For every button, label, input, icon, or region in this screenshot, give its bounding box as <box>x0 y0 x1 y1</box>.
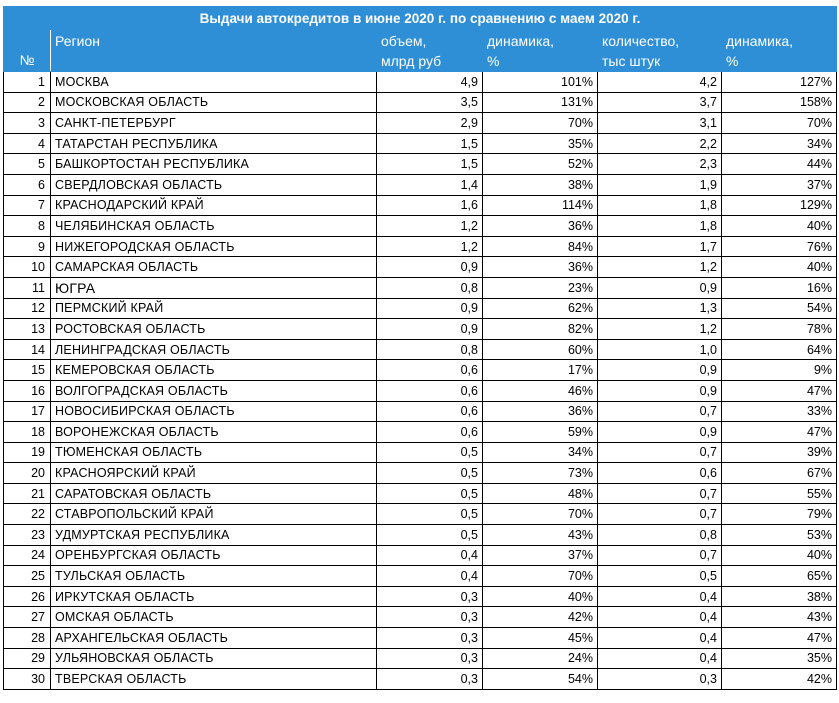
cell-volume: 1,4 <box>377 174 483 195</box>
cell-region: САМАРСКАЯ ОБЛАСТЬ <box>51 257 377 278</box>
cell-region: ЛЕНИНГРАДСКАЯ ОБЛАСТЬ <box>51 339 377 360</box>
cell-dyn-volume: 36% <box>483 216 598 237</box>
cell-volume: 1,2 <box>377 236 483 257</box>
header-region-label: Регион <box>55 33 100 49</box>
cell-dyn-count: 158% <box>722 92 837 113</box>
cell-no: 12 <box>4 298 51 319</box>
cell-dyn-volume: 62% <box>483 298 598 319</box>
cell-count: 0,9 <box>598 360 722 381</box>
cell-dyn-count: 16% <box>722 277 837 298</box>
cell-region: СВЕРДЛОВСКАЯ ОБЛАСТЬ <box>51 174 377 195</box>
cell-dyn-volume: 73% <box>483 463 598 484</box>
cell-no: 29 <box>4 648 51 669</box>
cell-region: КРАСНОЯРСКИЙ КРАЙ <box>51 463 377 484</box>
cell-dyn-count: 53% <box>722 525 837 546</box>
cell-count: 1,2 <box>598 257 722 278</box>
cell-count: 1,9 <box>598 174 722 195</box>
table-row <box>4 463 837 484</box>
cell-volume: 0,5 <box>377 483 483 504</box>
cell-no: 2 <box>4 92 51 113</box>
table-row <box>4 339 837 360</box>
table-row <box>4 442 837 463</box>
table-body <box>4 72 837 690</box>
header-dyn-volume-line1: динамика, <box>487 33 555 49</box>
cell-dyn-volume: 36% <box>483 401 598 422</box>
cell-dyn-volume: 70% <box>483 566 598 587</box>
cell-volume: 0,9 <box>377 319 483 340</box>
cell-count: 0,4 <box>598 586 722 607</box>
table-row <box>4 72 837 93</box>
cell-no: 22 <box>4 504 51 525</box>
cell-dyn-volume: 114% <box>483 195 598 216</box>
cell-volume: 3,5 <box>377 92 483 113</box>
cell-region: НИЖЕГОРОДСКАЯ ОБЛАСТЬ <box>51 236 377 257</box>
table-row <box>4 648 837 669</box>
cell-region: РОСТОВСКАЯ ОБЛАСТЬ <box>51 319 377 340</box>
cell-no: 21 <box>4 483 51 504</box>
table-row <box>4 504 837 525</box>
cell-count: 0,4 <box>598 648 722 669</box>
header-volume-line2: млрд руб <box>381 53 442 69</box>
cell-count: 1,2 <box>598 319 722 340</box>
table-row <box>4 380 837 401</box>
cell-dyn-count: 40% <box>722 545 837 566</box>
cell-volume: 1,5 <box>377 154 483 175</box>
cell-dyn-count: 44% <box>722 154 837 175</box>
cell-dyn-volume: 82% <box>483 319 598 340</box>
cell-volume: 0,4 <box>377 545 483 566</box>
table-row <box>4 195 837 216</box>
table-row <box>4 236 837 257</box>
table-row <box>4 133 837 154</box>
cell-dyn-volume: 37% <box>483 545 598 566</box>
table-row <box>4 483 837 504</box>
cell-dyn-count: 47% <box>722 422 837 443</box>
cell-dyn-count: 78% <box>722 319 837 340</box>
cell-no: 4 <box>4 133 51 154</box>
cell-volume: 0,9 <box>377 298 483 319</box>
cell-volume: 0,3 <box>377 586 483 607</box>
cell-region: УЛЬЯНОВСКАЯ ОБЛАСТЬ <box>51 648 377 669</box>
cell-no: 28 <box>4 628 51 649</box>
cell-dyn-count: 40% <box>722 257 837 278</box>
cell-dyn-count: 34% <box>722 133 837 154</box>
cell-region: ЮГРА <box>51 277 377 298</box>
cell-dyn-count: 64% <box>722 339 837 360</box>
cell-volume: 0,5 <box>377 525 483 546</box>
table-row <box>4 298 837 319</box>
table-title: Выдачи автокредитов в июне 2020 г. по сравнению с маем 2020 г. <box>4 7 837 30</box>
cell-count: 0,9 <box>598 277 722 298</box>
cell-region: БАШКОРТОСТАН РЕСПУБЛИКА <box>51 154 377 175</box>
cell-volume: 0,3 <box>377 648 483 669</box>
cell-region: ЧЕЛЯБИНСКАЯ ОБЛАСТЬ <box>51 216 377 237</box>
cell-count: 3,7 <box>598 92 722 113</box>
cell-no: 24 <box>4 545 51 566</box>
cell-volume: 0,8 <box>377 277 483 298</box>
cell-volume: 0,3 <box>377 607 483 628</box>
cell-dyn-volume: 59% <box>483 422 598 443</box>
cell-dyn-volume: 36% <box>483 257 598 278</box>
header-volume-line1: объем, <box>381 33 427 49</box>
cell-no: 26 <box>4 586 51 607</box>
table-row <box>4 607 837 628</box>
table-row <box>4 566 837 587</box>
cell-no: 11 <box>4 277 51 298</box>
cell-dyn-volume: 70% <box>483 504 598 525</box>
cell-dyn-count: 55% <box>722 483 837 504</box>
cell-no: 19 <box>4 442 51 463</box>
cell-region: УДМУРТСКАЯ РЕСПУБЛИКА <box>51 525 377 546</box>
cell-dyn-volume: 35% <box>483 133 598 154</box>
cell-dyn-count: 76% <box>722 236 837 257</box>
autoloans-table <box>3 6 837 690</box>
cell-dyn-volume: 24% <box>483 648 598 669</box>
cell-volume: 0,5 <box>377 504 483 525</box>
cell-dyn-count: 43% <box>722 607 837 628</box>
cell-dyn-volume: 101% <box>483 72 598 93</box>
cell-count: 1,8 <box>598 216 722 237</box>
cell-no: 20 <box>4 463 51 484</box>
cell-dyn-volume: 60% <box>483 339 598 360</box>
cell-dyn-volume: 52% <box>483 154 598 175</box>
cell-no: 5 <box>4 154 51 175</box>
header-count-line2: тыс штук <box>602 53 661 69</box>
cell-count: 2,2 <box>598 133 722 154</box>
cell-dyn-volume: 48% <box>483 483 598 504</box>
cell-count: 1,3 <box>598 298 722 319</box>
cell-no: 8 <box>4 216 51 237</box>
table-row <box>4 174 837 195</box>
cell-dyn-count: 47% <box>722 380 837 401</box>
cell-dyn-volume: 42% <box>483 607 598 628</box>
cell-no: 30 <box>4 669 51 690</box>
cell-dyn-volume: 46% <box>483 380 598 401</box>
cell-volume: 2,9 <box>377 113 483 134</box>
cell-dyn-volume: 38% <box>483 174 598 195</box>
cell-dyn-count: 35% <box>722 648 837 669</box>
header-count <box>598 30 722 72</box>
header-volume <box>377 30 483 72</box>
cell-count: 0,5 <box>598 566 722 587</box>
cell-dyn-count: 39% <box>722 442 837 463</box>
table-row <box>4 525 837 546</box>
cell-volume: 0,4 <box>377 566 483 587</box>
cell-region: ВОЛГОГРАДСКАЯ ОБЛАСТЬ <box>51 380 377 401</box>
cell-no: 15 <box>4 360 51 381</box>
cell-volume: 0,6 <box>377 401 483 422</box>
header-dyn-count <box>722 30 837 72</box>
cell-dyn-count: 129% <box>722 195 837 216</box>
cell-no: 14 <box>4 339 51 360</box>
cell-region: ТАТАРСТАН РЕСПУБЛИКА <box>51 133 377 154</box>
cell-region: ИРКУТСКАЯ ОБЛАСТЬ <box>51 586 377 607</box>
cell-count: 0,4 <box>598 628 722 649</box>
cell-dyn-volume: 34% <box>483 442 598 463</box>
cell-dyn-count: 127% <box>722 72 837 93</box>
header-row <box>4 30 837 72</box>
cell-region: КРАСНОДАРСКИЙ КРАЙ <box>51 195 377 216</box>
cell-volume: 0,6 <box>377 422 483 443</box>
cell-count: 0,7 <box>598 442 722 463</box>
cell-region: КЕМЕРОВСКАЯ ОБЛАСТЬ <box>51 360 377 381</box>
cell-no: 27 <box>4 607 51 628</box>
cell-count: 0,7 <box>598 483 722 504</box>
cell-no: 23 <box>4 525 51 546</box>
cell-volume: 0,6 <box>377 360 483 381</box>
cell-count: 1,0 <box>598 339 722 360</box>
cell-region: МОСКОВСКАЯ ОБЛАСТЬ <box>51 92 377 113</box>
table-row <box>4 319 837 340</box>
cell-dyn-count: 65% <box>722 566 837 587</box>
cell-count: 0,3 <box>598 669 722 690</box>
cell-dyn-count: 67% <box>722 463 837 484</box>
cell-dyn-volume: 23% <box>483 277 598 298</box>
cell-no: 3 <box>4 113 51 134</box>
cell-region: САРАТОВСКАЯ ОБЛАСТЬ <box>51 483 377 504</box>
cell-dyn-volume: 54% <box>483 669 598 690</box>
cell-volume: 0,9 <box>377 257 483 278</box>
header-count-line1: количество, <box>602 33 680 49</box>
cell-count: 0,7 <box>598 545 722 566</box>
cell-count: 2,3 <box>598 154 722 175</box>
cell-region: ТВЕРСКАЯ ОБЛАСТЬ <box>51 669 377 690</box>
cell-region: ТЮМЕНСКАЯ ОБЛАСТЬ <box>51 442 377 463</box>
cell-count: 0,7 <box>598 401 722 422</box>
cell-dyn-count: 9% <box>722 360 837 381</box>
table-row <box>4 92 837 113</box>
cell-count: 3,1 <box>598 113 722 134</box>
cell-region: ОМСКАЯ ОБЛАСТЬ <box>51 607 377 628</box>
cell-no: 6 <box>4 174 51 195</box>
cell-dyn-volume: 40% <box>483 586 598 607</box>
header-dyn-count-line1: динамика, <box>726 33 794 49</box>
cell-dyn-count: 40% <box>722 216 837 237</box>
cell-region: ОРЕНБУРГСКАЯ ОБЛАСТЬ <box>51 545 377 566</box>
cell-volume: 0,8 <box>377 339 483 360</box>
cell-volume: 0,3 <box>377 669 483 690</box>
cell-region: ПЕРМСКИЙ КРАЙ <box>51 298 377 319</box>
header-dyn-volume-line2: % <box>487 53 500 69</box>
table-row <box>4 422 837 443</box>
table-row <box>4 401 837 422</box>
header-region <box>51 30 377 72</box>
cell-region: САНКТ-ПЕТЕРБУРГ <box>51 113 377 134</box>
cell-no: 1 <box>4 72 51 93</box>
header-no: № <box>4 30 51 72</box>
cell-dyn-count: 70% <box>722 113 837 134</box>
cell-dyn-volume: 84% <box>483 236 598 257</box>
cell-dyn-count: 47% <box>722 628 837 649</box>
cell-dyn-count: 54% <box>722 298 837 319</box>
cell-region: ВОРОНЕЖСКАЯ ОБЛАСТЬ <box>51 422 377 443</box>
cell-dyn-volume: 17% <box>483 360 598 381</box>
table-row <box>4 360 837 381</box>
table-row <box>4 154 837 175</box>
cell-volume: 1,6 <box>377 195 483 216</box>
cell-dyn-volume: 45% <box>483 628 598 649</box>
cell-no: 17 <box>4 401 51 422</box>
cell-count: 0,6 <box>598 463 722 484</box>
cell-dyn-volume: 70% <box>483 113 598 134</box>
cell-volume: 0,3 <box>377 628 483 649</box>
cell-dyn-count: 33% <box>722 401 837 422</box>
table-row <box>4 277 837 298</box>
table-row <box>4 545 837 566</box>
cell-region: НОВОСИБИРСКАЯ ОБЛАСТЬ <box>51 401 377 422</box>
cell-region: МОСКВА <box>51 72 377 93</box>
header-dyn-volume <box>483 30 598 72</box>
table-row <box>4 216 837 237</box>
cell-region: ТУЛЬСКАЯ ОБЛАСТЬ <box>51 566 377 587</box>
cell-no: 13 <box>4 319 51 340</box>
cell-dyn-volume: 43% <box>483 525 598 546</box>
table-row <box>4 257 837 278</box>
table-row <box>4 669 837 690</box>
cell-no: 9 <box>4 236 51 257</box>
cell-dyn-count: 37% <box>722 174 837 195</box>
cell-count: 0,8 <box>598 525 722 546</box>
cell-count: 0,9 <box>598 422 722 443</box>
cell-dyn-count: 79% <box>722 504 837 525</box>
cell-volume: 0,5 <box>377 463 483 484</box>
cell-volume: 0,5 <box>377 442 483 463</box>
cell-count: 0,4 <box>598 607 722 628</box>
cell-count: 1,8 <box>598 195 722 216</box>
header-dyn-count-line2: % <box>726 53 739 69</box>
cell-volume: 1,2 <box>377 216 483 237</box>
cell-region: СТАВРОПОЛЬСКИЙ КРАЙ <box>51 504 377 525</box>
cell-volume: 0,6 <box>377 380 483 401</box>
cell-no: 25 <box>4 566 51 587</box>
table-container <box>3 6 836 690</box>
cell-dyn-count: 38% <box>722 586 837 607</box>
table-row <box>4 628 837 649</box>
cell-count: 1,7 <box>598 236 722 257</box>
cell-count: 0,7 <box>598 504 722 525</box>
cell-count: 4,2 <box>598 72 722 93</box>
cell-no: 10 <box>4 257 51 278</box>
table-row <box>4 586 837 607</box>
cell-no: 7 <box>4 195 51 216</box>
cell-no: 16 <box>4 380 51 401</box>
cell-count: 0,9 <box>598 380 722 401</box>
cell-dyn-count: 42% <box>722 669 837 690</box>
table-row <box>4 113 837 134</box>
cell-volume: 4,9 <box>377 72 483 93</box>
cell-region: АРХАНГЕЛЬСКАЯ ОБЛАСТЬ <box>51 628 377 649</box>
cell-volume: 1,5 <box>377 133 483 154</box>
cell-dyn-volume: 131% <box>483 92 598 113</box>
cell-no: 18 <box>4 422 51 443</box>
